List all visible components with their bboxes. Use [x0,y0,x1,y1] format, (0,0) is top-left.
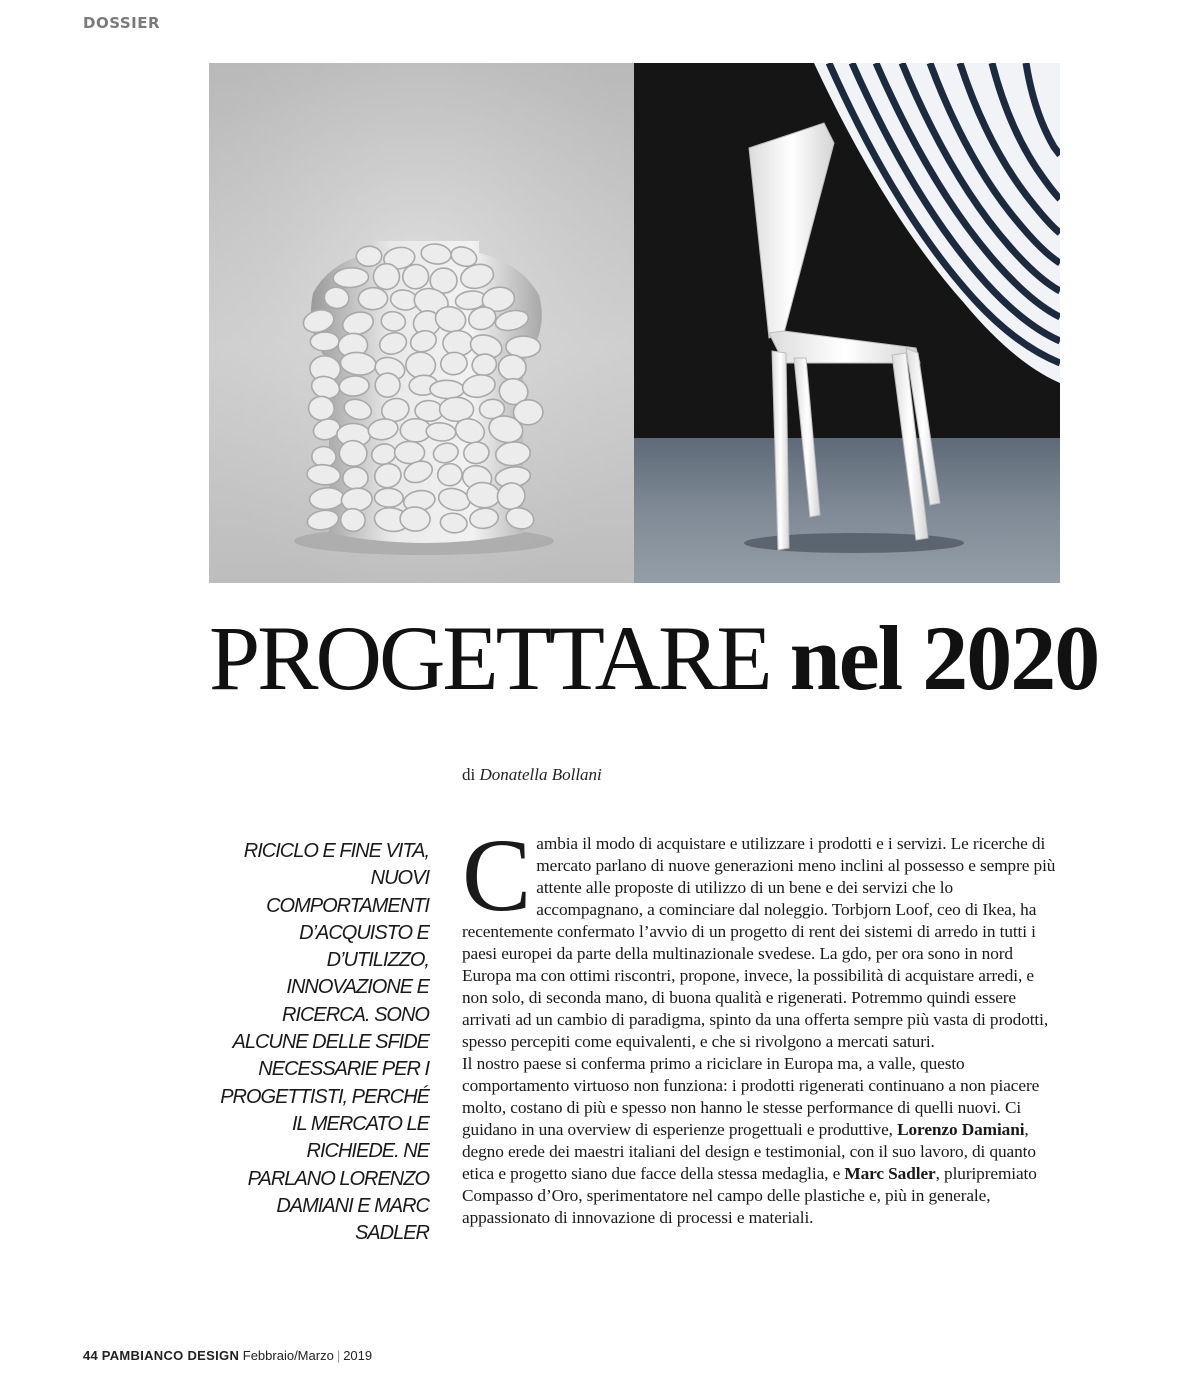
byline-prefix: di [462,765,476,784]
name-lorenzo-damiani: Lorenzo Damiani [897,1120,1025,1139]
footer-separator: | [336,1348,341,1363]
white-chair-photo [634,63,1060,583]
page-footer [83,1348,372,1363]
chair-image [634,63,1060,583]
pebble-vase-photo [209,63,634,583]
issue-year: 2019 [343,1348,373,1363]
drop-cap: C [462,818,532,933]
page-number: 44 [83,1348,99,1363]
title-bold: nel 2020 [789,607,1099,709]
paragraph-2-text-c: , pluripremiato Compasso d’Oro, sperimentatore nel campo delle plastiche e, più in generale, appassionato di innovazione di processi e materiali. [462,1164,1037,1227]
paragraph-2 [462,1053,1062,1229]
paragraph-2-text-a: Il nostro paese si conferma primo a riciclare in Europa ma, a valle, questo comportamento virtuoso non funziona: i prodotti rigenerati continuano a non piacere molto, costano di più e spesso non hanno le stesse performance di quelli nuovi. Ci guidano in una overview di esperienze progettuali e produttive, [462,1054,1040,1139]
title-light: PROGETTARE [209,607,770,709]
article-title [209,607,1099,709]
name-marc-sadler: Marc Sadler [844,1164,936,1183]
publication-name: PAMBIANCO DESIGN [101,1348,240,1363]
pullquote: RICICLO E FINE VITA, NUOVI COMPORTAMENTI D’ACQUISTO E D’UTILIZZO, INNOVAZIONE E RICERCA. SONO ALCUNE DELLE SFIDE NECESSARIE PER I PROGETTISTI, PERCHÉ IL MERCATO LE RICHIEDE. NE PARLANO LORENZO DAMIANI E MARC SADLER [220,840,429,1245]
section-label: DOSSIER [83,14,161,32]
byline [462,765,602,785]
article-body [462,818,1062,1229]
paragraph-2-text-b: , degno erede dei maestri italiani del design e testimonial, con il suo lavoro, di quanto etica e progetto siano due facce della stessa medaglia, e [462,1120,1036,1183]
paragraph-1-text: ambia il modo di acquistare e utilizzare i prodotti e i servizi. Le ricerche di mercato parlano di nuove generazioni meno inclini al possesso e sempre più attente alle proposte di utilizzo di un bene e dei servizi che lo accompagnano, a cominciare dal noleggio. Torbjorn Loof, ceo di Ikea, ha recentemente confermato l’avvio di un progetto di rent dei sistemi di arredo in tutti i paesi europei da parte della multinazionale svedese. La gdo, per ora sono in nord Europa ma con ottimi riscontri, propone, invece, la possibilità di acquistare arredi, e non solo, di seconda mano, di buona qualità e rigenerati. Potremmo quindi essere arrivati ad un cambio di paradigma, spinto da una offerta sempre più vasta di prodotti, spesso percepiti come equivalenti, e che si rivolgono a mercati saturi. [462,834,1056,1051]
paragraph-1 [462,818,1062,1053]
issue-months: Febbraio/Marzo [242,1348,334,1363]
vase-image [209,63,634,583]
byline-author: Donatella Bollani [479,765,602,784]
photo-strip [209,63,1060,583]
